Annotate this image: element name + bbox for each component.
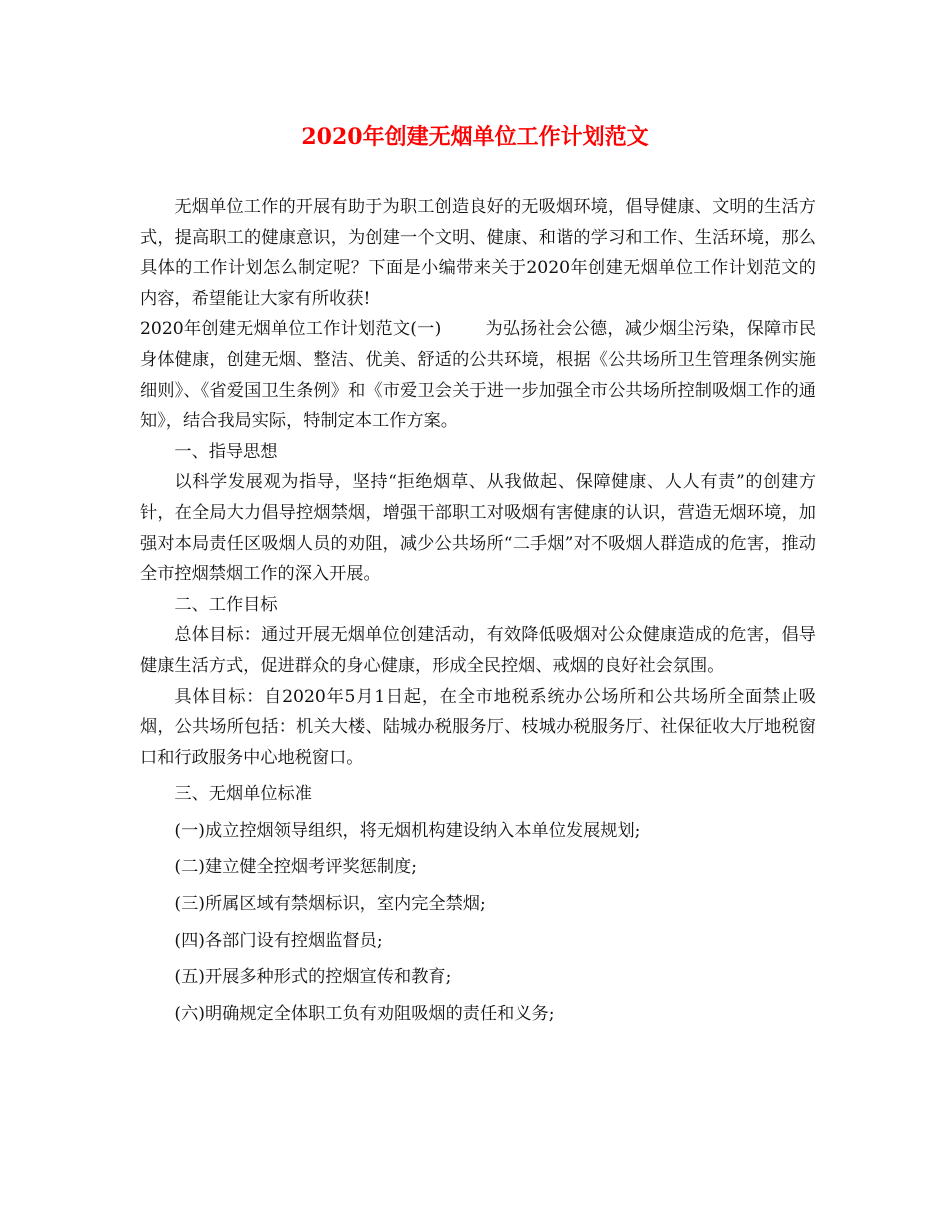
standard-item: (六)明确规定全体职工负有劝阻吸烟的责任和义务; xyxy=(174,1003,555,1024)
standard-item: (五)开展多种形式的控烟宣传和教育; xyxy=(174,967,452,988)
standard-item: (一)成立控烟领导组织，将无烟机构建设纳入本单位发展规划; xyxy=(174,820,641,841)
heading-guiding-ideology: 一、指导思想 xyxy=(174,441,278,462)
document-body xyxy=(140,192,816,1029)
standard-item: (四)各部门设有控烟监督员; xyxy=(174,930,383,951)
document-title: 2020年创建无烟单位工作计划范文 xyxy=(301,124,649,150)
standard-item: (二)建立健全控烟考评奖惩制度; xyxy=(174,857,418,878)
section-label: 2020年创建无烟单位工作计划范文(一) xyxy=(140,319,442,340)
intro-paragraph: 无烟单位工作的开展有助于为职工创造良好的无吸烟环境，倡导健康、文明的生活方式，提高职工的健康意识，为创建一个文明、健康、和谐的学习和工作、生活环境，那么具体的工作计划怎么制定呢？下面是小编带来关于2020年创建无烟单位工作计划范文的内容，希望能让大家有所收获! xyxy=(140,197,816,309)
guide-paragraph: 以科学发展观为指导，坚持“拒绝烟草、从我做起、保障健康、人人有责”的创建方针，在全局大力倡导控烟禁烟，增强干部职工对吸烟有害健康的认识，营造无烟环境，加强对本局责任区吸烟人员的劝阻，减少公共场所“二手烟”对不吸烟人群造成的危害，推动全市控烟禁烟工作的深入开展。 xyxy=(140,472,816,585)
heading-standards: 三、无烟单位标准 xyxy=(174,784,312,805)
section-text: 为弘扬社会公德，减少烟尘污染，保障市民身体健康，创建无烟、整洁、优美、舒适的公共环境，根据《公共场所卫生管理条例实施细则》、《省爱国卫生条例》和《市爱卫会关于进一步加强全市公共场所控制吸烟工作的通知》，结合我局实际，特制定本工作方案。 xyxy=(140,319,816,432)
goal-specific-paragraph: 具体目标：自2020年5月1日起，在全市地税系统办公场所和公共场所全面禁止吸烟，公共场所包括：机关大楼、陆城办税服务厅、枝城办税服务厅、社保征收大厅地税窗口和行政服务中心地税窗口。 xyxy=(140,686,816,768)
standard-item: (三)所属区域有禁烟标识，室内完全禁烟; xyxy=(174,894,486,915)
goal-overall-paragraph: 总体目标：通过开展无烟单位创建活动，有效降低吸烟对公众健康造成的危害，倡导健康生活方式，促进群众的身心健康，形成全民控烟、戒烟的良好社会氛围。 xyxy=(140,625,816,676)
heading-work-goals: 二、工作目标 xyxy=(174,594,278,615)
section-paragraph xyxy=(140,314,816,436)
